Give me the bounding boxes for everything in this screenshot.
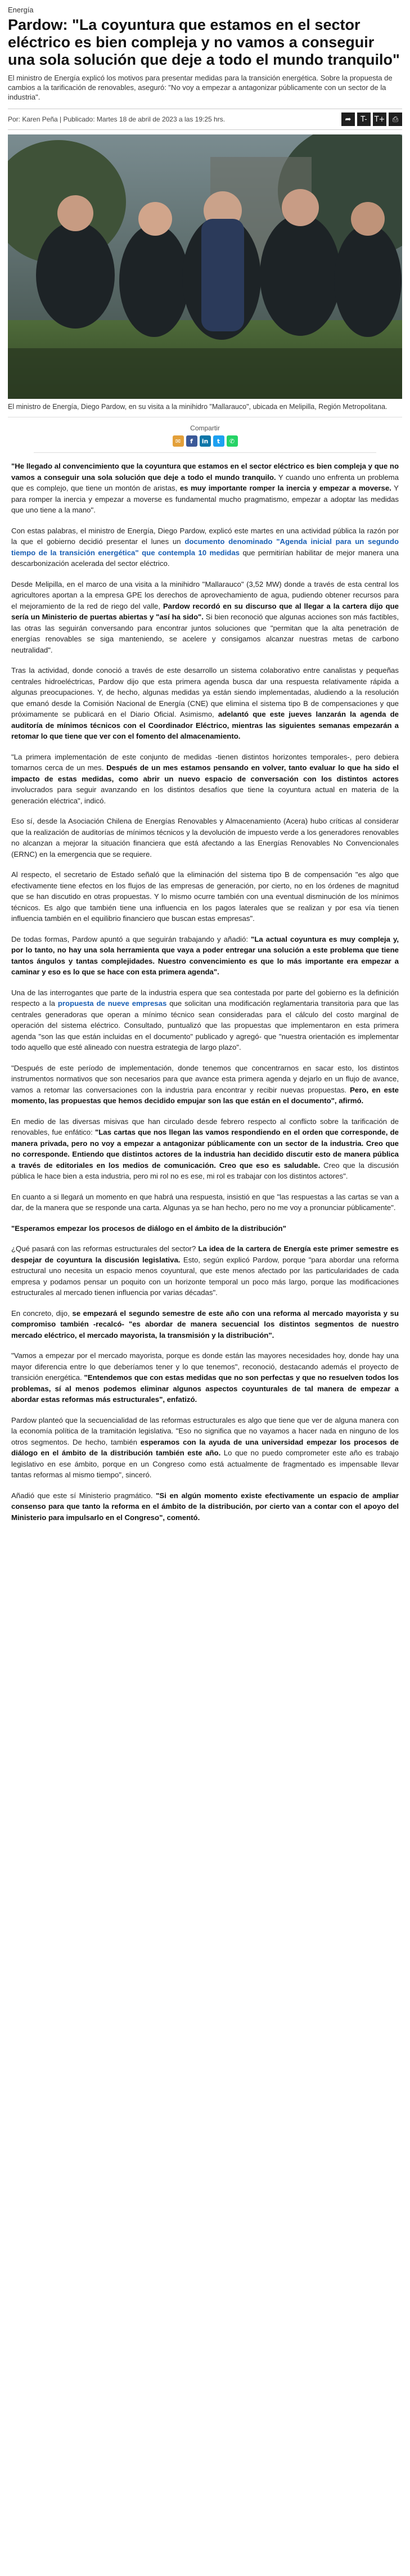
email-share-icon[interactable]: ✉: [173, 435, 184, 447]
paragraph: Pardow planteó que la secuencialidad de las reformas estructurales es algo que tiene que ver de alguna manera con la economía política de la tramitación legislativa. "Eso no significa que no vayamos a hacer nada en ninguno de los otros segmentos. De hecho, también esperamos con la ayuda de una universidad empezar los procesos de diálogo en el ámbito de la distribución también este año. Lo que no puedo comprometer este año es trabajo legislativo en ese ámbito, porque en un Congreso como está actualmente de fragmentado es impensable llevar tantas reformas al mismo tiempo", sinceró.: [11, 1415, 399, 1479]
paragraph: En cuanto a si llegará un momento en que habrá una respuesta, insistió en que "las respuestas a las cartas se van a dar, de la manera que se responde una carta. Algunas ya se han hecho, pero no me voy a pronunciar públicamente".: [11, 1192, 399, 1212]
paragraph: "Vamos a empezar por el mercado mayorista, porque es donde están las mayores necesidades hoy, donde hay una mayor diferencia entre lo que deberíamos tener y lo que tenemos", reconoció, destacando además el proyecto de transición energética. "Entendemos que con estas medidas que no son perfectas y que no resuelven todos los problemas, sí al menos podemos eliminar algunos aspectos coyunturales de tal manera de empezar a abordar estas reformas más estructurales", enfatizó.: [11, 1351, 399, 1404]
paragraph: "He llegado al convencimiento que la coyuntura que estamos en el sector eléctrico es bien compleja y que no vamos a conseguir una sola solución que deje a todo el mundo tranquilo. Y cuando uno enfrenta un problema que es complejo, que tiene un montón de aristas, es muy importante romper la inercia y empezar a moverse. Y para romper la inercia y empezar a moverse es fundamental mucho pragmatismo, empezar a adoptar las medidas que uno tiene a la mano".: [11, 462, 399, 514]
paragraph: "La primera implementación de este conjunto de medidas -tienen distintos horizontes temporales-, pero debiera tomarnos cerca de un mes. Después de un mes estamos pensando en volver, tanto evaluar lo que ha sido el impacto de estas medidas, como abrir un nuevo espacio de conversación con los distintos actores involucrados para seguir avanzando en los distintos desafíos que tiene la coyuntura actual en materia de la generación eléctrica", indicó.: [11, 752, 399, 805]
share-section: [0, 424, 410, 453]
paragraph: Eso sí, desde la Asociación Chilena de Energías Renovables y Almacenamiento (Acera) hubo críticas al considerar que la realización de auditorías de mínimos técnicos y la devolución de impuesto verde a los generadores renovables no alcanzan a mejorar la situación financiera que está afectando a las Energías Renovables No Convencionales (ERNC) en la emergencia que se requiere.: [11, 817, 399, 858]
paragraph: En concreto, dijo, se empezará el segundo semestre de este año con una reforma al mercado mayorista y su compromiso también -recalcó- "es abordar de manera secuencial los distintos segmentos de nuestro mercado eléctrico, el mercado mayorista, la transmisión y la distribución".: [11, 1309, 399, 1339]
share-icons: [0, 435, 410, 447]
paragraph: Tras la actividad, donde conoció a través de este desarrollo un sistema colaborativo entre canalistas y pequeñas centrales hidroeléctricas, Pardow dijo que esta primera agenda busca dar una respuesta relativamente rápida a algunas preocupaciones. Y, de hecho, algunas medidas ya están siendo implementadas, aludiendo a la resolución que emanó desde la Comisión Nacional de Energía (CNE) que elimina el sistema tipo B de compensaciones y que próximamente se publicará en el Diario Oficial. Asimismo, adelantó que este jueves lanzarán la agenda de auditoría de mínimos técnicos con el Coordinador Eléctrico, mientras las siguientes semanas empezarán a retomar lo que tiene que ver con el fomento del almacenamiento.: [11, 666, 399, 740]
paragraph: "Después de este período de implementación, donde tenemos que concentrarnos en sacar esto, los distintos instrumentos normativos que son necesarios para que avance esta primera agenda y dejarlo en un flujo de avance, vamos a retomar las conversaciones con la industria para encontrar y recibir nuevas propuestas. Pero, en este momento, las propuestas que hemos decidido empujar son las que están en el documento", afirmó.: [11, 1063, 399, 1105]
agenda-document-link[interactable]: documento denominado "Agenda inicial para un segundo tiempo de la transición energética" que contempla 10 medidas: [11, 537, 399, 557]
font-size-increase-icon[interactable]: T+: [373, 113, 386, 126]
paragraph: Añadió que este sí Ministerio pragmático. "Si en algún momento existe efectivamente un espacio de ampliar consenso para que tanto la reforma en el ámbito de la distribución, por cierto van a contar con el apoyo del Ministerio para impulsarlo en el Congreso", comentó.: [11, 1491, 399, 1522]
paragraph: En medio de las diversas misivas que han circulado desde febrero respecto al conflicto sobre la tarificación de renovables, fue enfático: "Las cartas que nos llegan las vamos respondiendo en el orden que corresponde, de manera privada, pero no voy a empezar a antagonizar públicamente con un sector de la industria. Creo que no corresponde. Entiendo que distintos actores de la industria han decidido discutir esto de manera pública a través de editoriales en los medios de comunicación. Creo que eso es saludable. Creo que la discusión pública le hace bien a esta industria, pero mi rol no es ese, mi rol es trabajar con los distintos actores".: [11, 1117, 399, 1180]
photo-caption: El ministro de Energía, Diego Pardow, en su visita a la minihidro "Mallarauco", ubicada en Melipilla, Región Metropolitana.: [8, 402, 402, 417]
section-label[interactable]: Energía: [8, 6, 34, 14]
paragraph: Desde Melipilla, en el marco de una visita a la minihidro "Mallarauco" (3,52 MW) donde a través de esta central los agricultores aportan a la empresa GPE los derechos de aprovechamiento de agua, pudiendo obtener recursos para el mejoramiento de la red de riego del valle, Pardow recordó en su discurso que al llegar a la cartera dijo que sería un Ministerio de puertas abiertas y "así ha sido". Si bien reconoció que algunas acciones son más factibles, las otras las seguirán conversando para encontrar juntos soluciones que "permitan que la alta penetración de energías renovables se siga manteniendo, se acelere y consigamos alcanzar nuestras metas de carbono neutralidad".: [11, 579, 399, 654]
paragraph: Una de las interrogantes que parte de la industria espera que sea contestada por parte del gobierno es la definición respecto a la propuesta de nueve empresas que solicitan una modificación reglamentaria transitoria para que las centrales generadoras que operan a mínimo técnico sean consideradas para el cálculo del costo marginal de operación del sistema eléctrico. Consultado, puntualizó que las propuestas que implementaron en esta primera agenda "son las que están incluidas en el documento" publicado y agregó- que "nuestra orientación es implementar todo aquello que esté alineado con nuestra estrategia de largo plazo".: [11, 988, 399, 1051]
subheading: "Esperamos empezar los procesos de diálogo en el ámbito de la distribución": [11, 1224, 286, 1233]
paragraph: De todas formas, Pardow apuntó a que seguirán trabajando y añadió: "La actual coyuntura es muy compleja y, por lo tanto, no hay una sola herramienta que vaya a poder entregar una solución a este problema que tiene tantos ángulos y tantas complejidades. Nuestro convencimiento es que lo más importante era empezar a caminar y eso es lo que se hace con esta primera agenda".: [11, 934, 399, 976]
byline: Por: Karen Peña | Publicado: Martes 18 de abril de 2023 a las 19:25 hrs.: [8, 115, 226, 123]
share-arrow-icon[interactable]: ➦: [341, 113, 355, 126]
font-size-decrease-icon[interactable]: T-: [357, 113, 371, 126]
twitter-share-icon[interactable]: t: [213, 435, 224, 447]
share-label: Compartir: [190, 424, 220, 432]
page-title: Pardow: "La coyuntura que estamos en el sector eléctrico es bien compleja y no vamos a conseguir una sola solución que deje a todo el mundo tranquilo": [8, 16, 400, 68]
linkedin-share-icon[interactable]: in: [200, 435, 211, 447]
whatsapp-share-icon[interactable]: ✆: [227, 435, 238, 447]
paragraph: Con estas palabras, el ministro de Energía, Diego Pardow, explicó este martes en una actividad pública la razón por la que el gobierno decidió presentar el lunes un documento denominado "Agenda inicial para un segundo tiempo de la transición energética" que contempla 10 medidas que permitirían habilitar de mejor manera una descarbonización acelerada del sector eléctrico.: [11, 526, 399, 568]
paragraph: ¿Qué pasará con las reformas estructurales del sector? La idea de la cartera de Energía este primer semestre es despejar de coyuntura la discusión legislativa. Esto, según explicó Pardow, porque "para abordar una reforma estructural uno necesita un espacio menos coyuntural, que este menos afectado por las particularidades de cada empresa y podamos pensar un poquito con un horizonte temporal un poco más largo, porque las modificaciones estructurales al mercado tienen influencia por varias décadas".: [11, 1244, 399, 1297]
article-body: [11, 461, 399, 1523]
article-photo: [8, 134, 402, 399]
article-lead: El ministro de Energía explicó los motivos para presentar medidas para la transición energética. Sobre la propuesta de cambios a la tarificación de renovables, aseguró: "No voy a empezar a antagonizar públicamente con un sector de la industria".: [8, 74, 393, 101]
facebook-share-icon[interactable]: f: [186, 435, 197, 447]
article-tools: [341, 113, 402, 126]
print-icon[interactable]: ⎙: [389, 113, 402, 126]
byline-bar: [8, 109, 402, 130]
paragraph: Al respecto, el secretario de Estado señaló que la eliminación del sistema tipo B de compensación "es algo que efectivamente tiene efectos en los flujos de las empresas de generación, por cierto, no en los órdenes de magnitud que se han discutido en otras propuestas. Y lo mismo ocurre también con una eventual disminución de los mínimos técnicos. Es algo que también tiene una influencia en los pagos laterales que se realizan y por esa vía tienen influencia también en el equilibrio financiero que buscan estas empresas".: [11, 870, 399, 923]
proposal-link[interactable]: propuesta de nueve empresas: [57, 999, 167, 1008]
